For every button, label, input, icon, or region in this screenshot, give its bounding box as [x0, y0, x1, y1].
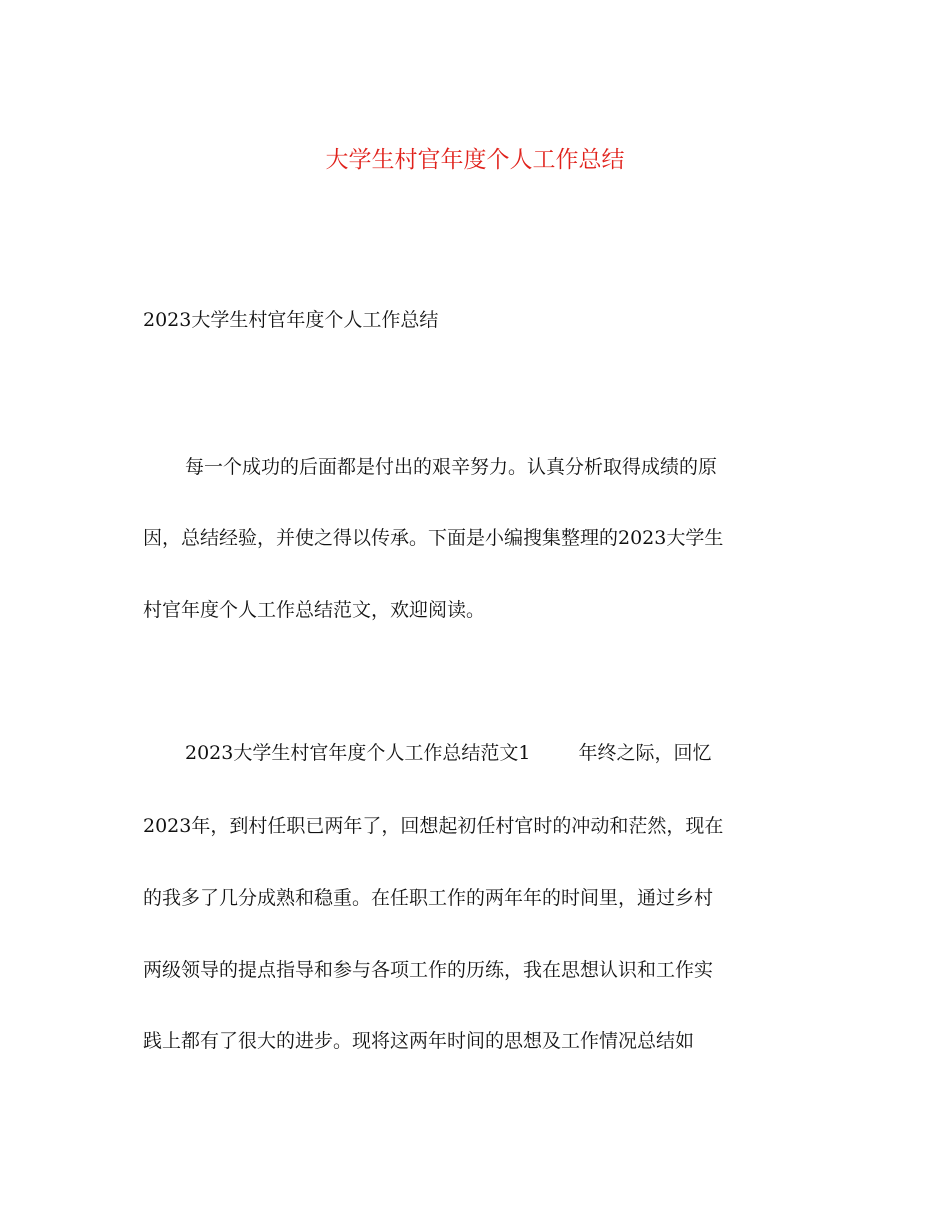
sample-line-3: 的我多了几分成熟和稳重。在任职工作的两年年的时间里，通过乡村 [143, 887, 714, 909]
sample-line-5: 践上都有了很大的进步。现将这两年时间的思想及工作情况总结如 [143, 1030, 695, 1052]
sample-first-line [185, 737, 711, 769]
sample-line-2: 2023年，到村任职已两年了，回想起初任村官时的冲动和茫然，现在 [143, 815, 724, 837]
sample-heading: 2023大学生村官年度个人工作总结范文1 [185, 742, 531, 764]
document-subtitle: 2023大学生村官年度个人工作总结 [143, 309, 439, 331]
document-title: 大学生村官年度个人工作总结 [325, 147, 625, 173]
sample-line-4: 两级领导的提点指导和参与各项工作的历练，我在思想认识和工作实 [143, 959, 714, 981]
intro-line-2: 因，总结经验，并使之得以传承。下面是小编搜集整理的2023大学生 [143, 527, 724, 549]
sample-first-line-rest: 年终之际，回忆 [578, 742, 712, 764]
intro-line-3: 村官年度个人工作总结范文，欢迎阅读。 [143, 599, 486, 621]
intro-line-1: 每一个成功的后面都是付出的艰辛努力。认真分析取得成绩的原 [185, 456, 718, 478]
